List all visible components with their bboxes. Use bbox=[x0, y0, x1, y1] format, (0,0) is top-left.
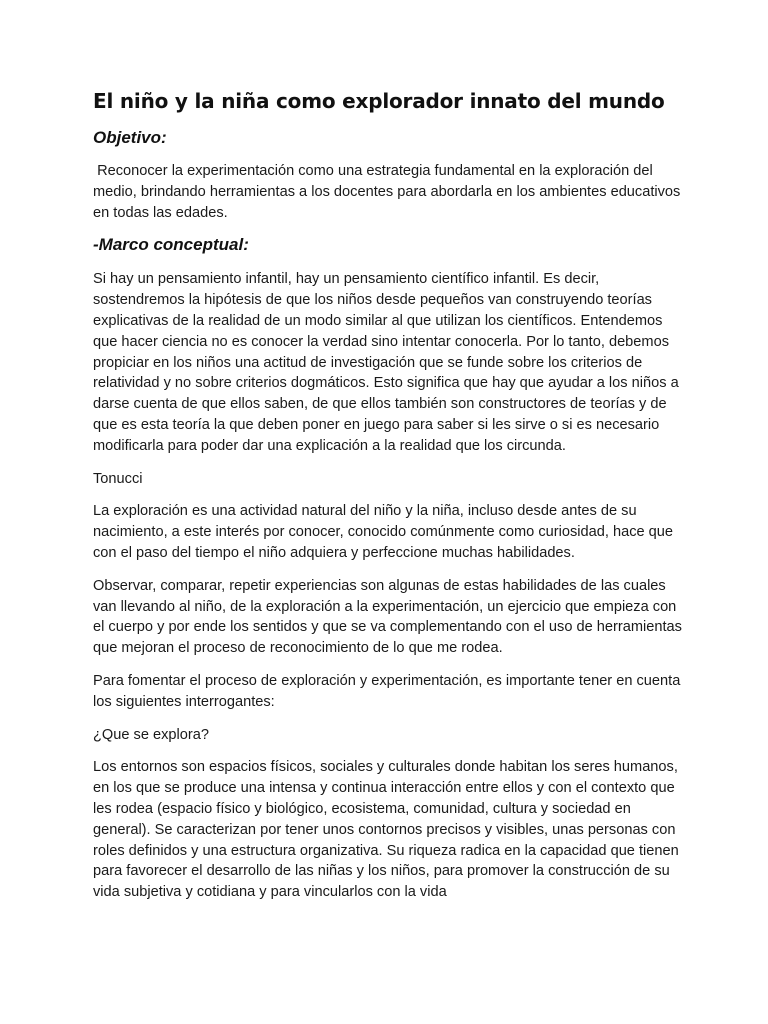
document-title: El niño y la niña como explorador innato del mundo bbox=[93, 89, 665, 113]
paragraph-entornos: Los entornos son espacios físicos, sociales y culturales donde habitan los seres humanos, en los que se produce una intensa y continua interacción entre ellos y con el contexto que les rodea (espacio físico y biológico, ecosistema, comunidad, cultura y sociedad en general). Se caracterizan por tener unos contornos precisos y visibles, unas personas con roles definidos y una estructura organizativa. Su riqueza radica en la capacidad que tienen para favorecer el desarrollo de las niñas y los niños, para promover la construcción de su vida subjetiva y cotidiana y para vincularlos con la vida bbox=[93, 759, 679, 901]
paragraph-author: Tonucci bbox=[93, 470, 143, 487]
paragraph-exploracion: La exploración es una actividad natural del niño y la niña, incluso desde antes de su nacimiento, a este interés por conocer, conocido comúnmente como curiosidad, hace que con el paso del tiempo el niño adquiera y perfeccione muchas habilidades. bbox=[93, 503, 674, 561]
paragraph-fomentar: Para fomentar el proceso de exploración y experimentación, es importante tener en cuenta los siguientes interrogantes: bbox=[93, 672, 681, 710]
paragraph-observar: Observar, comparar, repetir experiencias son algunas de estas habilidades de las cuales van llevando al niño, de la exploración a la experimentación, un ejercicio que empieza con el cuerpo y por ende los sentidos y que se va complementando con el uso de herramientas que mejoran el proceso de reconocimiento de lo que me rodea. bbox=[93, 577, 682, 657]
document-page bbox=[93, 86, 683, 903]
paragraph-pensamiento-cientifico: Si hay un pensamiento infantil, hay un pensamiento científico infantil. Es decir, sostendremos la hipótesis de que los niños desde pequeños van construyendo teorías explicativas de la realidad de un modo similar al que utilizan los científicos. Entendemos que hacer ciencia no es conocer la verdad sino intentar conocerla. Por lo tanto, debemos propiciar en los niños una actitud de investigación que se funde sobre los criterios de relatividad y no sobre criterios dogmáticos. Esto significa que hay que ayudar a los niños a darse cuenta de que ellos saben, de que ellos también son constructores de teorías y de que es esta teoría la que deben poner en juego para saber si les sirve o si es necesario modificarla para poder dar una explicación a la realidad que los circunda. bbox=[93, 271, 679, 454]
objective-heading: Objetivo: bbox=[93, 128, 167, 147]
paragraph-question: ¿Que se explora? bbox=[93, 726, 210, 743]
framework-heading: -Marco conceptual: bbox=[93, 235, 249, 255]
objective-paragraph: Reconocer la experimentación como una estrategia fundamental en la exploración del medio, brindando herramientas a los docentes para abordarla en los ambientes educativos en todas las edades. bbox=[93, 163, 685, 221]
